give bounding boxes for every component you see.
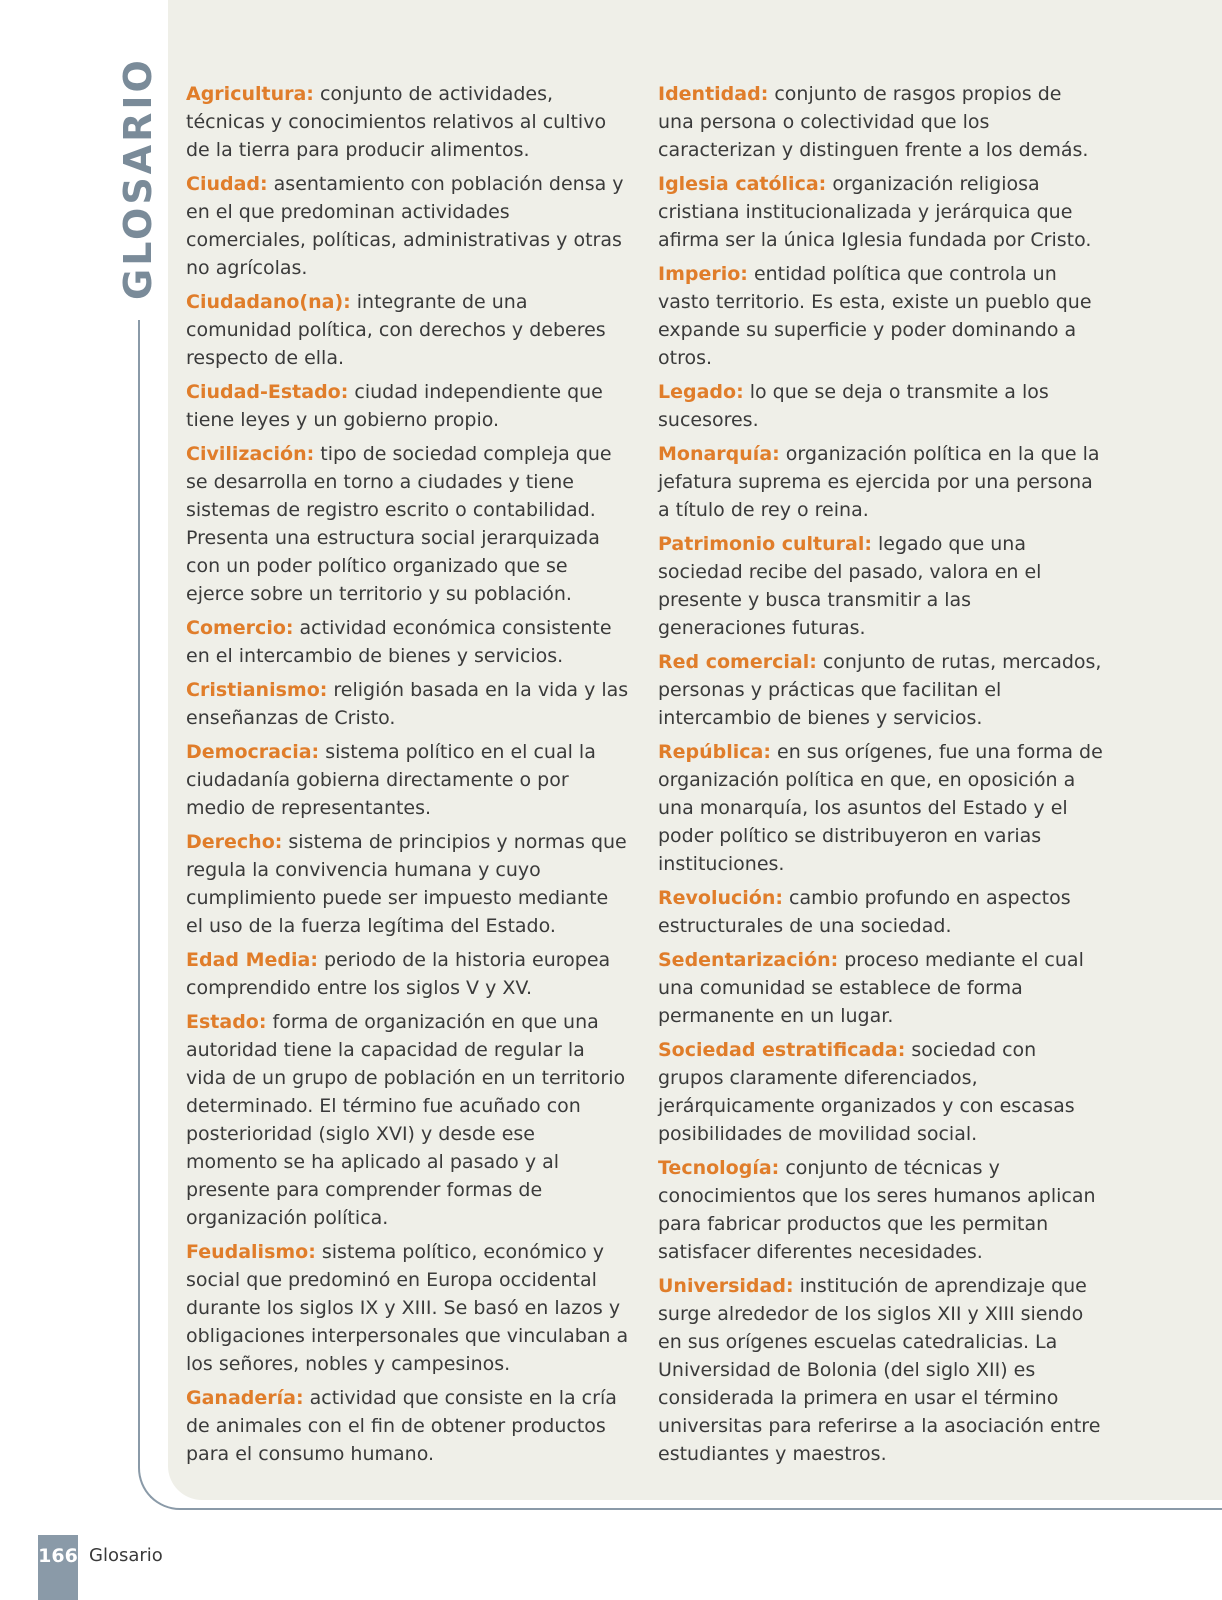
glossary-term: Sedentarización: bbox=[658, 949, 839, 971]
glossary-definition: entidad política que controla un vasto territorio. Es esta, existe un pueblo que expande su superficie y poder dominando a otros. bbox=[658, 263, 1092, 369]
glossary-entry bbox=[658, 530, 1103, 642]
glossary-entry bbox=[186, 676, 631, 732]
glossary-definition: cambio profundo en aspectos estructurales de una sociedad. bbox=[658, 887, 1071, 937]
glossary-entry bbox=[658, 1154, 1103, 1266]
glossary-entry bbox=[186, 80, 631, 164]
glossary-definition: legado que una sociedad recibe del pasado, valora en el presente y busca transmitir a las generaciones futuras. bbox=[658, 533, 1042, 639]
glossary-term: Identidad: bbox=[658, 83, 769, 105]
glossary-term: Democracia: bbox=[186, 741, 320, 763]
glossary-entry bbox=[658, 884, 1103, 940]
glossary-definition: sociedad con grupos claramente diferenciados, jerárquicamente organizados y con escasas posibilidades de movilidad social. bbox=[658, 1039, 1075, 1145]
glossary-entry bbox=[658, 648, 1103, 732]
glossary-definition: sistema político en el cual la ciudadanía gobierna directamente o por medio de representantes. bbox=[186, 741, 596, 819]
glossary-column-left bbox=[186, 80, 631, 1474]
glossary-term: Revolución: bbox=[658, 887, 783, 909]
glossary-term: Civilización: bbox=[186, 443, 315, 465]
glossary-term: Legado: bbox=[658, 381, 744, 403]
glossary-entry bbox=[658, 1036, 1103, 1148]
glossary-entry bbox=[186, 738, 631, 822]
glossary-definition: ciudad independiente que tiene leyes y un gobierno propio. bbox=[186, 381, 603, 431]
glossary-term: Imperio: bbox=[658, 263, 748, 285]
glossary-definition: proceso mediante el cual una comunidad se establece de forma permanente en un lugar. bbox=[658, 949, 1084, 1027]
glossary-term: Ciudad-Estado: bbox=[186, 381, 349, 403]
glossary-definition: organización religiosa cristiana institucionalizada y jerárquica que afirma ser la única Iglesia fundada por Cristo. bbox=[658, 173, 1092, 251]
glossary-definition: asentamiento con población densa y en el que predominan actividades comerciales, políticas, administrativas y otras no agrícolas. bbox=[186, 173, 624, 279]
glossary-entry bbox=[186, 440, 631, 608]
glossary-entry bbox=[658, 170, 1103, 254]
glossary-column-right bbox=[658, 80, 1103, 1474]
glossary-term: Derecho: bbox=[186, 831, 283, 853]
glossary-entry bbox=[186, 614, 631, 670]
glossary-term: Monarquía: bbox=[658, 443, 780, 465]
glossary-entry bbox=[186, 1008, 631, 1232]
glossary-term: Red comercial: bbox=[658, 651, 817, 673]
glossary-entry bbox=[186, 1238, 631, 1378]
glossary-definition: religión basada en la vida y las enseñanzas de Cristo. bbox=[186, 679, 629, 729]
glossary-entry bbox=[658, 738, 1103, 878]
glossary-term: Feudalismo: bbox=[186, 1241, 316, 1263]
glossary-term: Ganadería: bbox=[186, 1387, 304, 1409]
glossary-term: Comercio: bbox=[186, 617, 294, 639]
glossary-entry bbox=[658, 80, 1103, 164]
glossary-term: Universidad: bbox=[658, 1275, 794, 1297]
glossary-entry bbox=[658, 946, 1103, 1030]
glossary-entry bbox=[186, 170, 631, 282]
glossary-definition: actividad que consiste en la cría de animales con el fin de obtener productos para el consumo humano. bbox=[186, 1387, 617, 1465]
glossary-term: Patrimonio cultural: bbox=[658, 533, 872, 555]
glossary-term: Tecnología: bbox=[658, 1157, 780, 1179]
footer-label: Glosario bbox=[89, 1545, 163, 1566]
glossary-definition: sistema de principios y normas que regula la convivencia humana y cuyo cumplimiento puede ser impuesto mediante el uso de la fuerza legítima del Estado. bbox=[186, 831, 627, 937]
glossary-definition: periodo de la historia europea comprendido entre los siglos V y XV. bbox=[186, 949, 611, 999]
glossary-definition: integrante de una comunidad política, con derechos y deberes respecto de ella. bbox=[186, 291, 606, 369]
glossary-entry bbox=[186, 828, 631, 940]
glossary-term: Agricultura: bbox=[186, 83, 314, 105]
glossary-definition: organización política en la que la jefatura suprema es ejercida por una persona a título de rey o reina. bbox=[658, 443, 1100, 521]
glossary-definition: actividad económica consistente en el intercambio de bienes y servicios. bbox=[186, 617, 612, 667]
glossary-entry bbox=[186, 946, 631, 1002]
glossary-entry bbox=[658, 1272, 1103, 1468]
glossary-definition: institución de aprendizaje que surge alrededor de los siglos XII y XIII siendo en sus orígenes escuelas catedralicias. La Universidad de Bolonia (del siglo XII) es considerada la primera en usar el término universitas para referirse a la asociación entre estudiantes y maestros. bbox=[658, 1275, 1101, 1465]
glossary-entry bbox=[658, 378, 1103, 434]
page-title: GLOSARIO bbox=[116, 57, 160, 300]
glossary-definition: conjunto de técnicas y conocimientos que los seres humanos aplican para fabricar productos que les permitan satisfacer diferentes necesidades. bbox=[658, 1157, 1096, 1263]
glossary-term: Iglesia católica: bbox=[658, 173, 827, 195]
glossary-definition: conjunto de rasgos propios de una persona o colectividad que los caracterizan y distinguen frente a los demás. bbox=[658, 83, 1089, 161]
glossary-entry bbox=[186, 378, 631, 434]
glossary-term: Ciudadano(na): bbox=[186, 291, 351, 313]
glossary-term: Estado: bbox=[186, 1011, 267, 1033]
glossary-definition: conjunto de rutas, mercados, personas y prácticas que facilitan el intercambio de bienes y servicios. bbox=[658, 651, 1102, 729]
glossary-term: Cristianismo: bbox=[186, 679, 328, 701]
glossary-term: Edad Media: bbox=[186, 949, 318, 971]
glossary-term: Sociedad estratificada: bbox=[658, 1039, 906, 1061]
glossary-definition: tipo de sociedad compleja que se desarrolla en torno a ciudades y tiene sistemas de registro escrito o contabilidad. Presenta una estructura social jerarquizada con un poder político organizado que se ejerce sobre un territorio y su población. bbox=[186, 443, 612, 605]
glossary-definition: sistema político, económico y social que predominó en Europa occidental durante los siglos IX y XIII. Se basó en lazos y obligaciones interpersonales que vinculaban a los señores, nobles y campesinos. bbox=[186, 1241, 629, 1375]
glossary-entry bbox=[186, 1384, 631, 1468]
glossary-term: Ciudad: bbox=[186, 173, 268, 195]
glossary-definition: forma de organización en que una autoridad tiene la capacidad de regular la vida de un grupo de población en un territorio determinado. El término fue acuñado con posterioridad (siglo XVI) y desde ese momento se ha aplicado al pasado y al presente para comprender formas de organización política. bbox=[186, 1011, 626, 1229]
page-number: 166 bbox=[38, 1545, 78, 1567]
glossary-term: República: bbox=[658, 741, 771, 763]
glossary-definition: conjunto de actividades, técnicas y conocimientos relativos al cultivo de la tierra para producir alimentos. bbox=[186, 83, 607, 161]
glossary-entry bbox=[186, 288, 631, 372]
glossary-definition: lo que se deja o transmite a los sucesores. bbox=[658, 381, 1049, 431]
glossary-entry bbox=[658, 440, 1103, 524]
glossary-definition: en sus orígenes, fue una forma de organización política en que, en oposición a una monarquía, los asuntos del Estado y el poder político se distribuyeron en varias instituciones. bbox=[658, 741, 1103, 875]
glossary-entry bbox=[658, 260, 1103, 372]
